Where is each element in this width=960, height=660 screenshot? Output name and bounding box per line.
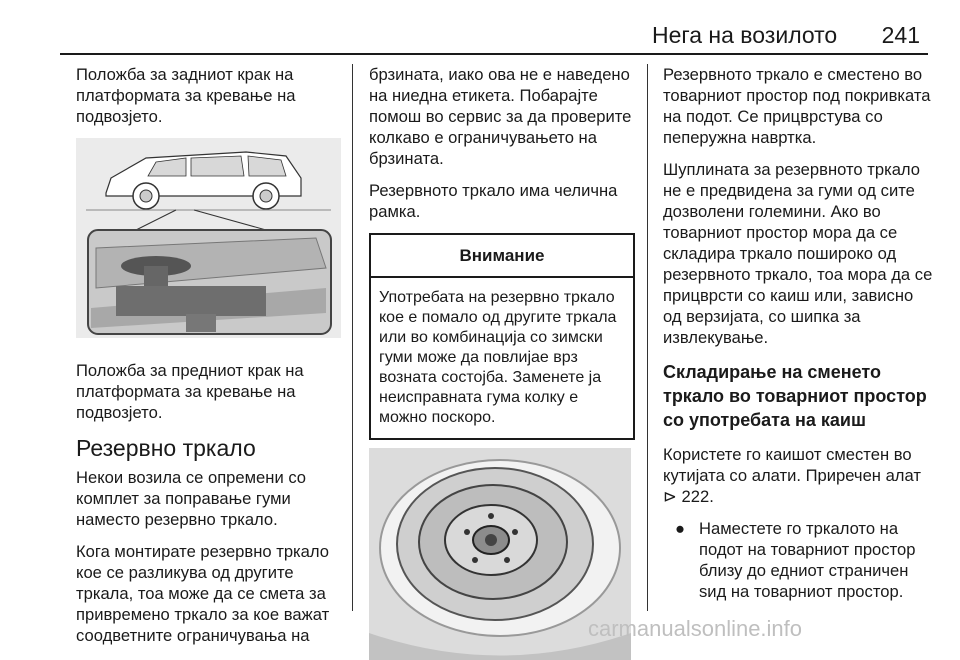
bullet-text: Наместете го тркалото на подот на товарниот простор близу до едниот страничен sид на товарниот простор. — [699, 519, 916, 601]
warning-box — [369, 233, 635, 440]
column-2 — [369, 64, 634, 660]
paragraph-speed-limit: брзината, иако ова не е наведено на ниедна етикета. Побарајте помош во сервис за да проверите колкаво е ограничувањето на брзината. — [369, 65, 632, 168]
lift-platform-illustration — [76, 138, 341, 338]
column-divider-1 — [352, 64, 353, 611]
paragraph-repair-kit: Некои возила се опремени со комплет за поправање гуми наместо резервно тркало. — [76, 468, 307, 529]
subheading-storing-wheel: Складирање на сменето тркало во товарниот простор со употребата на каиш — [663, 362, 927, 430]
section-title-spare-wheel: Резервно тркало — [76, 435, 256, 461]
paragraph-location: Резервното тркало е сместено во товарниот простор под покривката на подот. Се прицврстува со пеперужна навртка. — [663, 65, 931, 147]
strap-text: Користете го каишот сместен во кутијата со алати. Приречен алат — [663, 445, 921, 485]
paragraph-strap — [663, 444, 933, 507]
paragraph-temporary-wheel: Кога монтирате резервно тркало кое се разликува од другите тркала, тоа може да се смета за привремено тркало за кое важат соодветните ограничувања на — [76, 542, 330, 645]
page-header — [652, 22, 920, 49]
watermark: carmanualsonline.info — [588, 616, 803, 641]
column-1 — [76, 64, 336, 657]
warning-text: Употребата на резервно тркало кое е помало од другите тркала или во комбинација со зимски гуми може да повлијае врз возната состојба. Заменете ја неисправната гума колку е можно поскоро. — [379, 289, 617, 426]
header-rule — [60, 53, 928, 55]
column-3 — [663, 64, 933, 602]
paragraph-steel-rim: Резервното тркало има челична рамка. — [369, 181, 618, 221]
list-item — [663, 518, 933, 602]
arrow-ref-icon: ⊳ — [663, 487, 677, 506]
bullet-icon: ● — [675, 519, 686, 538]
front-arm-caption: Положба за предниот крак на платформата за кревање на подвозјето. — [76, 361, 304, 422]
column-divider-2 — [647, 64, 648, 611]
car-lift-drawing — [76, 138, 341, 338]
page-reference-link[interactable]: 222. — [681, 487, 714, 506]
paragraph-cavity: Шуплината за резервното тркало не е предвидена за гуми од сите дозволени големини. Ако во товарниот простор мора да се складира тркало пошироко од резервното тркало, тоа мора да се прицврсти со каиш или, зависно од верзијата, со шипка за извлекување. — [663, 160, 933, 347]
rear-arm-caption: Положба за задниот крак на платформата за кревање на подвозјето. — [76, 65, 296, 126]
page-number: 241 — [881, 22, 920, 48]
chapter-title: Нега на возилото — [651, 22, 838, 48]
warning-title: Внимание — [371, 235, 633, 278]
